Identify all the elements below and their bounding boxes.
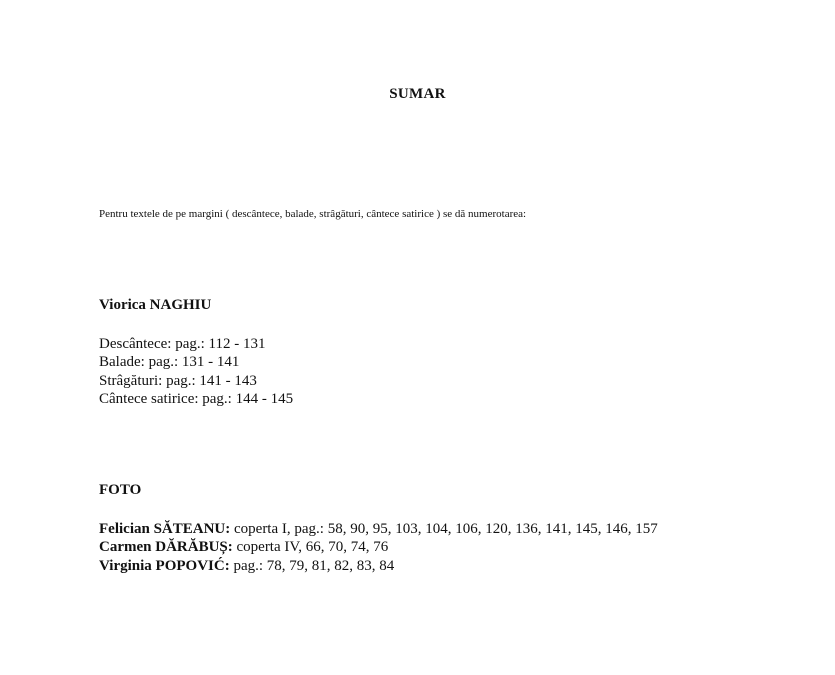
photographer-name: Felician SĂTEANU: (99, 521, 231, 537)
photographer-name: Carmen DĂRĂBUȘ: (99, 539, 233, 556)
list-item: Balade: pag.: 131 - 141 (99, 354, 240, 371)
photo-pages: pag.: 78, 79, 81, 82, 83, 84 (229, 557, 395, 574)
foto-credits-list (99, 520, 658, 575)
list-item: Descântece: pag.: 112 - 131 (99, 336, 266, 352)
page-title: SUMAR (389, 86, 446, 102)
list-item: Strâgături: pag.: 141 - 143 (99, 372, 257, 389)
naghiu-list (99, 335, 293, 408)
photo-pages: coperta I, pag.: 58, 90, 95, 103, 104, 106, 120, 136, 141, 145, 146, 157 (230, 521, 658, 537)
photo-pages: coperta IV, 66, 70, 74, 76 (232, 539, 389, 556)
numbering-note: Pentru textele de pe margini ( descântece, balade, strâgături, cântece satirice ) se dă numerotarea: (99, 208, 527, 220)
photographer-name: Virginia POPOVIĆ: (99, 557, 230, 574)
list-item (99, 520, 658, 538)
foto-heading: FOTO (99, 482, 142, 498)
naghiu-heading: Viorica NAGHIU (99, 297, 212, 313)
list-item: Cântece satirice: pag.: 144 - 145 (99, 390, 294, 407)
list-item (99, 557, 658, 575)
list-item (99, 538, 658, 556)
